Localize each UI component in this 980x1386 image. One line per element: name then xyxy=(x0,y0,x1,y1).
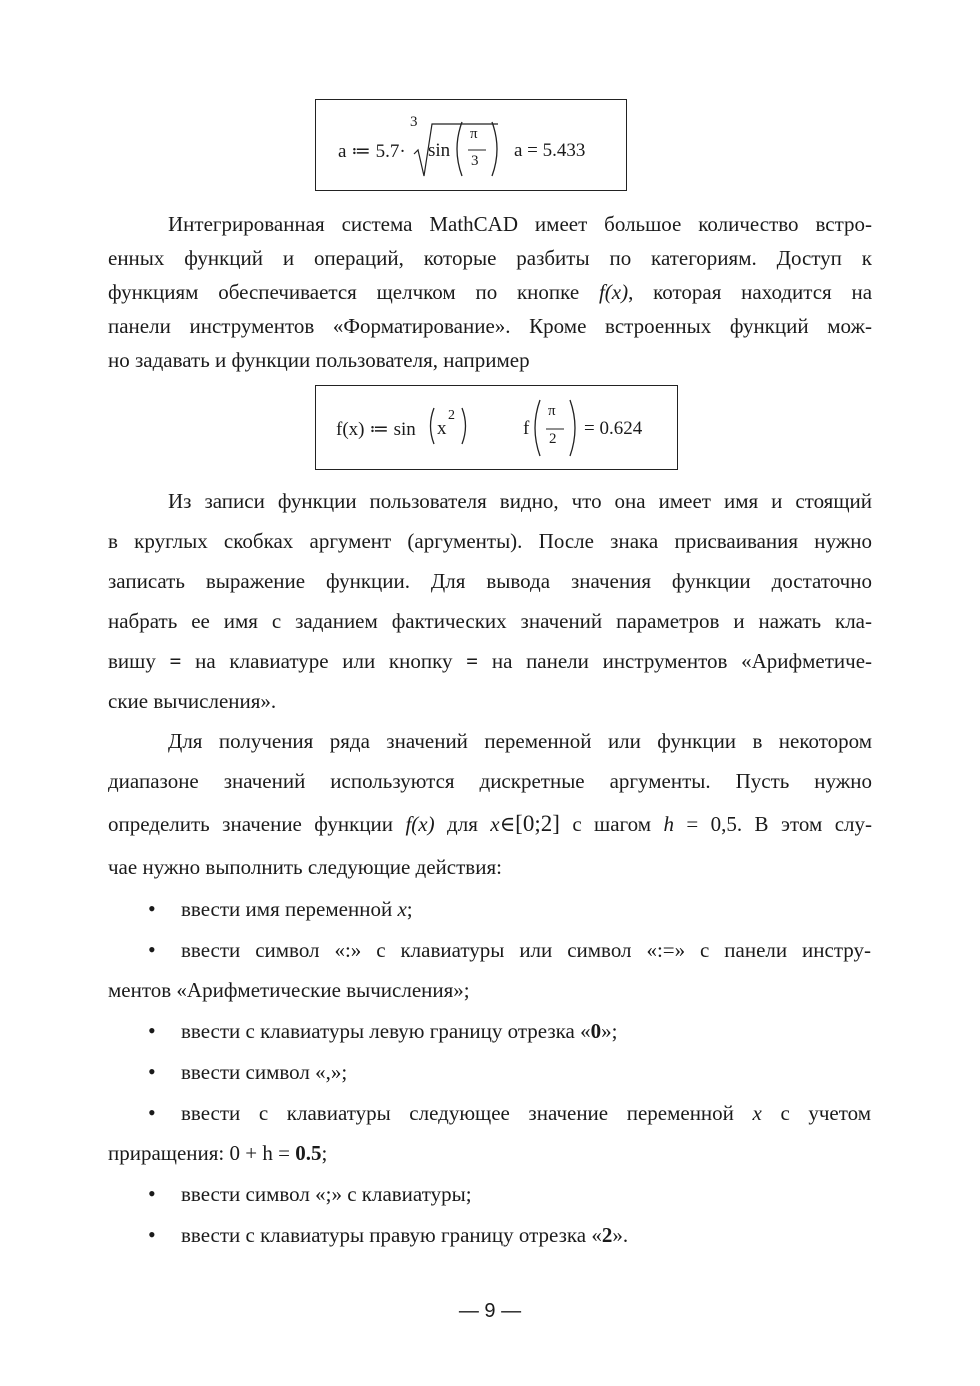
para3-line3: определить значение функции f(x) для x∈[0;2] с шагом h = 0,5. В этом слу- xyxy=(108,811,873,836)
bullet-1-text: ввести имя переменной x; xyxy=(181,897,413,921)
para2-line4: набрать ее имя с заданием фактических значений параметров и нажать кла- xyxy=(108,609,872,633)
para1-line5: но задавать и функции пользователя, например xyxy=(108,348,530,372)
bullet-4-marker: • xyxy=(148,1059,156,1084)
formula1-func: sin xyxy=(428,140,451,161)
formula1-denominator: 3 xyxy=(471,153,479,169)
para1-line4: панели инструментов «Форматирование». Кроме встроенных функций мож- xyxy=(108,314,872,338)
formula-box-1 xyxy=(315,99,627,191)
bullet-3-text: ввести с клавиатуры левую границу отрезка «0»; xyxy=(181,1019,618,1043)
formula2-numerator: π xyxy=(548,403,556,419)
formula2-exponent: 2 xyxy=(448,408,455,423)
para3-line4: чае нужно выполнить следующие действия: xyxy=(108,855,502,879)
formula2-call-name: f xyxy=(523,418,530,439)
formula2-definition: f(x) ≔ sin xyxy=(336,419,416,440)
formula1-lhs: a ≔ 5.7· xyxy=(338,141,406,162)
paragraph-1 xyxy=(108,207,872,377)
para3-line2: диапазоне значений используются дискретные аргументы. Пусть нужно xyxy=(108,769,872,793)
bullet-7-text: ввести с клавиатуры правую границу отрезка «2». xyxy=(181,1223,629,1247)
para1-line1: Интегрированная система MathCAD имеет большое количество встро- xyxy=(168,212,872,236)
para1-line2: енных функций и операций, которые разбиты по категориям. Доступ к xyxy=(108,246,872,270)
paragraph-3 xyxy=(108,721,872,887)
bullet-2-marker: • xyxy=(148,937,156,962)
para2-line5: вишу = на клавиатуре или кнопку = на панели инструментов «Арифметиче- xyxy=(108,649,873,673)
interval: [0;2] xyxy=(515,811,560,836)
equals-key: = xyxy=(169,649,182,673)
bullet-6-text: ввести символ «;» с клавиатуры; xyxy=(181,1182,472,1206)
formula2-denominator: 2 xyxy=(549,431,557,447)
bullet-3-marker: • xyxy=(148,1018,156,1043)
bullet-5-line1: ввести с клавиатуры следующее значение переменной x с учетом xyxy=(181,1101,872,1125)
bullet-2-line1: ввести символ «:» с клавиатуры или символ «:=» с панели инстру- xyxy=(181,938,871,962)
formula-box-2 xyxy=(315,385,678,470)
para2-line3: записать выражение функции. Для вывода значения функции достаточно xyxy=(108,569,872,593)
para2-line2: в круглых скобках аргумент (аргументы). После знака присваивания нужно xyxy=(108,529,872,553)
para2-line6: ские вычисления». xyxy=(108,689,277,713)
bullet-4-text: ввести символ «,»; xyxy=(181,1060,348,1084)
formula2-arg: x xyxy=(437,418,447,439)
fx-button-label: f(x) xyxy=(598,280,629,304)
bullet-5-marker: • xyxy=(148,1100,156,1125)
paragraph-2 xyxy=(108,481,872,721)
formula2-result: = 0.624 xyxy=(584,418,643,439)
para2-line1: Из записи функции пользователя видно, что она имеет имя и стоящий xyxy=(168,489,872,513)
bullet-5-line2: приращения: 0 + h = 0.5; xyxy=(108,1141,328,1165)
equals-button: = xyxy=(466,649,479,673)
formula1-root-index: 3 xyxy=(410,114,418,130)
bullet-2-line2: ментов «Арифметические вычисления»; xyxy=(108,978,470,1002)
bullet-7-marker: • xyxy=(148,1222,156,1247)
formula1-result: a = 5.433 xyxy=(514,140,586,161)
bullet-6-marker: • xyxy=(148,1181,156,1206)
bullet-1-marker: • xyxy=(148,896,156,921)
para1-line3: функциям обеспечивается щелчком по кнопке f(x), которая находится на xyxy=(108,280,873,304)
page-number: — 9 — xyxy=(458,1300,522,1322)
formula1-numerator: π xyxy=(470,126,478,142)
para3-line1: Для получения ряда значений переменной или функции в некотором xyxy=(168,729,872,753)
